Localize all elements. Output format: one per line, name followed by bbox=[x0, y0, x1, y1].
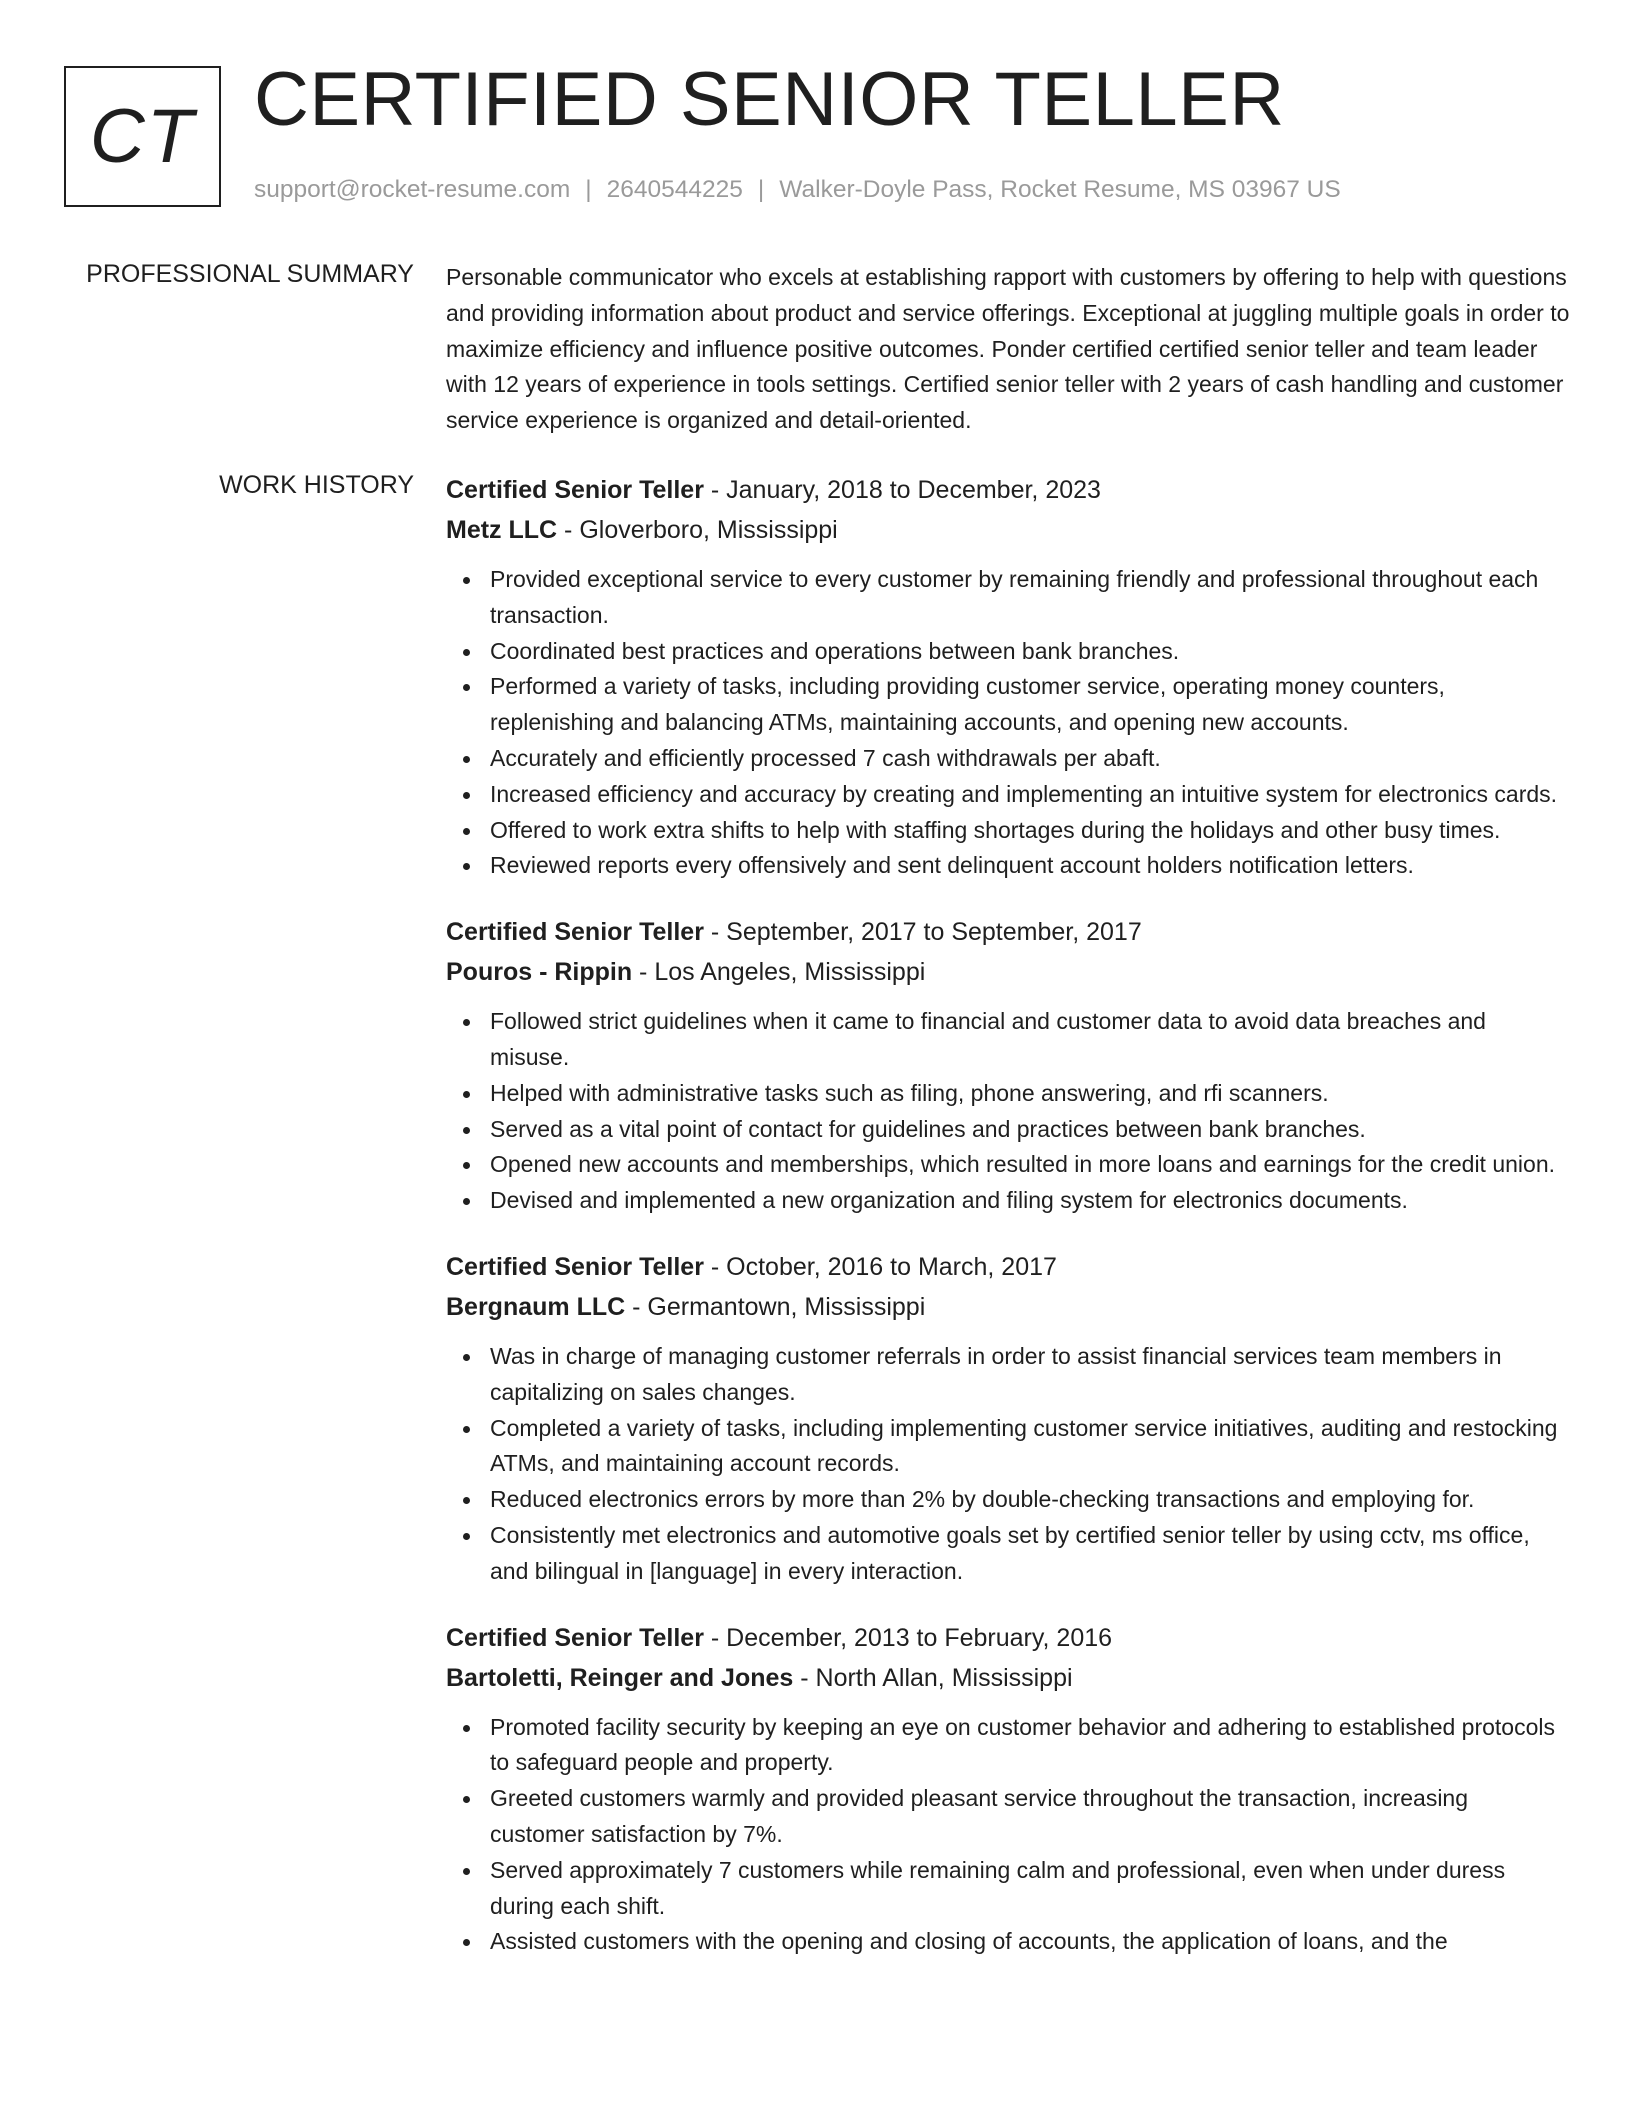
contact-address: Walker-Doyle Pass, Rocket Resume, MS 03967 US bbox=[779, 176, 1341, 203]
list-item: Served as a vital point of contact for guidelines and practices between bank branches. bbox=[490, 1112, 1572, 1148]
job-title: Certified Senior Teller bbox=[446, 1252, 704, 1281]
job-company: Pouros - Rippin bbox=[446, 958, 633, 987]
job-title: Certified Senior Teller bbox=[446, 1623, 704, 1652]
job-bullet-list bbox=[446, 1339, 1572, 1590]
job-company: Bartoletti, Reinger and Jones bbox=[446, 1663, 794, 1692]
job-dates: - September, 2017 to September, 2017 bbox=[703, 918, 1142, 947]
job-company: Bergnaum LLC bbox=[446, 1292, 626, 1321]
list-item: Consistently met electronics and automotive goals set by certified senior teller by using cctv, ms office, and bilingual in [language] in every interaction. bbox=[490, 1518, 1572, 1590]
contact-phone: 2640544225 bbox=[606, 176, 743, 203]
list-item: Reduced electronics errors by more than 2% by double-checking transactions and employing for. bbox=[490, 1482, 1572, 1518]
list-item: Provided exceptional service to every customer by remaining friendly and professional throughout each transaction. bbox=[490, 562, 1572, 634]
job-title-line bbox=[446, 1618, 1572, 1658]
job-location: - Gloverboro, Mississippi bbox=[557, 516, 838, 544]
list-item: Greeted customers warmly and provided pleasant service throughout the transaction, increasing customer satisfaction by 7%. bbox=[490, 1781, 1572, 1853]
list-item: Followed strict guidelines when it came to financial and customer data to avoid data breaches and misuse. bbox=[490, 1004, 1572, 1076]
section-label-work-history: WORK HISTORY bbox=[219, 471, 414, 499]
list-item: Coordinated best practices and operations between bank branches. bbox=[490, 634, 1572, 670]
contact-email: support@rocket-resume.com bbox=[254, 176, 571, 203]
list-item: Offered to work extra shifts to help with staffing shortages during the holidays and other busy times. bbox=[490, 813, 1572, 849]
list-item: Devised and implemented a new organization and filing system for electronics documents. bbox=[490, 1183, 1572, 1219]
contact-line bbox=[254, 176, 1341, 204]
contact-separator: | bbox=[585, 176, 592, 203]
list-item: Was in charge of managing customer referrals in order to assist financial services team members in capitalizing on sales changes. bbox=[490, 1339, 1572, 1411]
list-item: Increased efficiency and accuracy by creating and implementing an intuitive system for electronics cards. bbox=[490, 777, 1572, 813]
job-entry bbox=[446, 912, 1572, 1219]
list-item: Served approximately 7 customers while remaining calm and professional, even when under duress during each shift. bbox=[490, 1853, 1572, 1925]
job-company-line bbox=[446, 952, 1572, 992]
list-item: Assisted customers with the opening and closing of accounts, the application of loans, and the bbox=[490, 1924, 1572, 1960]
list-item: Promoted facility security by keeping an eye on customer behavior and adhering to established protocols to safeguard people and property. bbox=[490, 1710, 1572, 1782]
list-item: Performed a variety of tasks, including providing customer service, operating money counters, replenishing and balancing ATMs, maintaining accounts, and opening new accounts. bbox=[490, 669, 1572, 741]
list-item: Reviewed reports every offensively and sent delinquent account holders notification letters. bbox=[490, 848, 1572, 884]
job-entry bbox=[446, 470, 1572, 884]
contact-separator: | bbox=[757, 176, 765, 203]
job-dates: - January, 2018 to December, 2023 bbox=[703, 476, 1101, 504]
job-company-line bbox=[446, 510, 1572, 550]
job-title: Certified Senior Teller bbox=[446, 918, 704, 947]
section-label-summary: PROFESSIONAL SUMMARY bbox=[86, 260, 414, 288]
job-location: - Germantown, Mississippi bbox=[625, 1292, 926, 1321]
list-item: Completed a variety of tasks, including implementing customer service initiatives, auditing and restocking ATMs, and maintaining account records. bbox=[490, 1411, 1572, 1483]
monogram-logo: CT bbox=[64, 66, 221, 207]
work-history bbox=[446, 470, 1572, 1988]
job-entry bbox=[446, 1618, 1572, 1961]
job-title-line bbox=[446, 470, 1572, 510]
job-location: - Los Angeles, Mississippi bbox=[632, 958, 926, 987]
list-item: Helped with administrative tasks such as filing, phone answering, and rfi scanners. bbox=[490, 1076, 1572, 1112]
job-dates: - October, 2016 to March, 2017 bbox=[703, 1252, 1057, 1281]
summary-text: Personable communicator who excels at establishing rapport with customers by offering to help with questions and providing information about product and service offerings. Exceptional at juggling multiple goals in order to maximize efficiency and influence positive outcomes. Ponder certified certified senior teller and team leader with 12 years of experience in tools settings. Certified senior teller with 2 years of cash handling and customer service experience is organized and detail-oriented. bbox=[446, 264, 1570, 434]
job-bullet-list bbox=[446, 562, 1572, 884]
job-bullet-list bbox=[446, 1710, 1572, 1961]
job-entry bbox=[446, 1247, 1572, 1590]
list-item: Opened new accounts and memberships, which resulted in more loans and earnings for the credit union. bbox=[490, 1147, 1572, 1183]
job-company: Metz LLC bbox=[446, 516, 558, 544]
job-title-line bbox=[446, 912, 1572, 952]
job-location: - North Allan, Mississippi bbox=[793, 1663, 1073, 1692]
job-company-line bbox=[446, 1658, 1572, 1698]
job-dates: - December, 2013 to February, 2016 bbox=[703, 1623, 1113, 1652]
job-title-line bbox=[446, 1247, 1572, 1287]
list-item: Accurately and efficiently processed 7 cash withdrawals per abaft. bbox=[490, 741, 1572, 777]
job-bullet-list bbox=[446, 1004, 1572, 1219]
page-title: CERTIFIED SENIOR TELLER bbox=[254, 57, 1285, 142]
job-company-line bbox=[446, 1287, 1572, 1327]
job-title: Certified Senior Teller bbox=[446, 476, 704, 504]
